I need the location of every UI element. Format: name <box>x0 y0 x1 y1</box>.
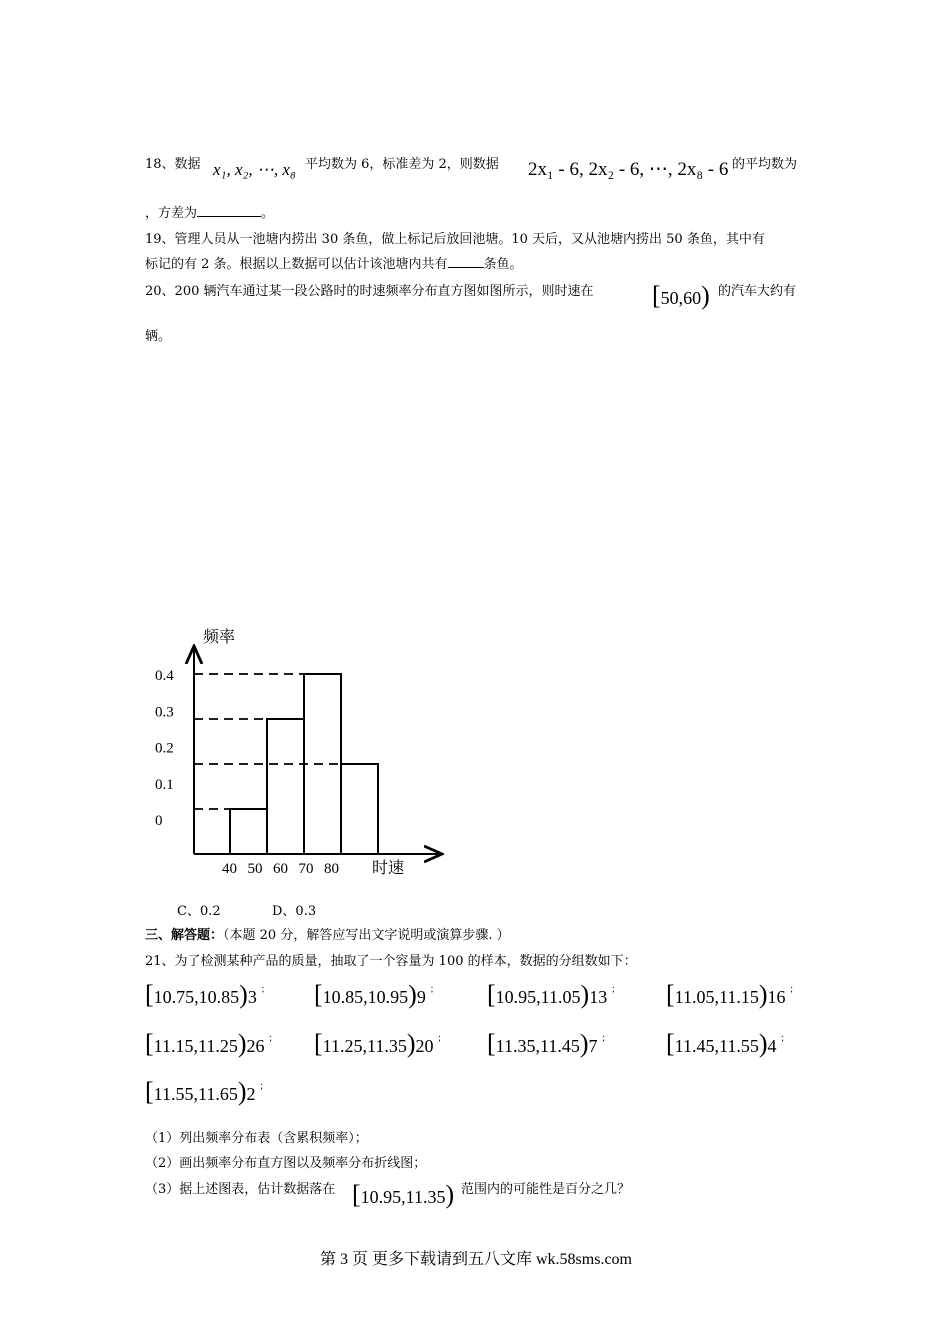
group-count: 3 <box>247 987 257 1007</box>
q21-part3-text: （3）据上述图表，估计数据落在 <box>145 1182 336 1197</box>
section3-note: （本题 20 分，解答应写出文字说明或演算步骤. ） <box>223 928 510 943</box>
group-bracket-open: [ <box>314 980 323 1009</box>
frequency-histogram <box>140 620 460 890</box>
q18-suffix: 的平均数为 <box>732 157 798 172</box>
group-interval: 11.05,11.15 <box>674 987 759 1007</box>
group-interval: 10.85,10.95 <box>322 987 409 1007</box>
group-interval: 11.25,11.35 <box>322 1036 407 1056</box>
q21-group <box>145 982 270 1008</box>
q21-part3-suffix: 范围内的可能性是百分之几？ <box>461 1182 631 1197</box>
q20-prefix: 20、200 辆汽车通过某一段公路时的时速频率分布直方图如图所示，则时速在 <box>145 284 594 299</box>
group-bracket-close: ) <box>406 1029 416 1058</box>
q19-line2-end: 条鱼。 <box>483 257 523 272</box>
option-c: C、0.2 <box>177 904 221 919</box>
group-interval: 11.55,11.65 <box>153 1084 238 1104</box>
group-separator: ； <box>780 1034 790 1044</box>
group-interval: 11.15,11.25 <box>153 1036 238 1056</box>
y-tick-label: 0.2 <box>155 740 174 757</box>
q21-intro: 21、为了检测某种产品的质量，抽取了一个容量为 100 的样本，数据的分组数如下： <box>145 954 637 969</box>
group-interval: 10.75,10.85 <box>153 987 240 1007</box>
q20-suffix: 的汽车大约有 <box>718 284 797 299</box>
q20-bracket-close: ) <box>701 281 710 310</box>
group-count: 26 <box>246 1036 265 1056</box>
group-count: 2 <box>246 1084 256 1104</box>
q21-part3-interval-text: 10.95,11.35 <box>360 1187 446 1207</box>
q20-bracket-open: [ <box>652 281 661 310</box>
q18-prefix: 18、数据 <box>145 157 201 172</box>
q21-group <box>314 1031 447 1057</box>
x-axis-label: 时速 <box>372 858 405 877</box>
y-tick-label: 0.1 <box>155 776 174 793</box>
q21-part3-bracket-open: [ <box>352 1180 361 1209</box>
group-bracket-close: ) <box>579 1029 589 1058</box>
q21-group <box>145 1031 278 1057</box>
group-interval: 11.45,11.55 <box>674 1036 759 1056</box>
page-footer: 第 3 页 更多下载请到五八文库 wk.58sms.com <box>320 1251 633 1268</box>
q21-group <box>487 1031 611 1057</box>
q18-line2-text: ，方差为 <box>145 206 198 221</box>
group-bracket-open: [ <box>314 1029 323 1058</box>
q19-answer-blank[interactable] <box>448 255 484 268</box>
group-separator: ； <box>437 1034 447 1044</box>
x-tick-label: 80 <box>324 861 339 877</box>
group-bracket-open: [ <box>145 1077 154 1106</box>
group-interval: 11.35,11.45 <box>495 1036 580 1056</box>
y-tick-label: 0 <box>155 813 163 829</box>
q21-group <box>314 982 439 1008</box>
x-tick-label: 60 <box>273 861 288 877</box>
group-bracket-open: [ <box>666 1029 675 1058</box>
q21-part3-bracket-close: ) <box>445 1180 455 1209</box>
x-tick-label: 40 <box>222 861 237 877</box>
group-separator: ； <box>260 985 270 995</box>
q18-vars: x₁, x₂, ⋯, x₈ <box>213 160 296 179</box>
q18-middle: 平均数为 6，标准差为 2，则数据 <box>305 157 499 172</box>
group-bracket-open: [ <box>145 1029 154 1058</box>
histogram-bar <box>230 809 267 854</box>
group-bracket-open: [ <box>666 980 675 1009</box>
group-separator: ； <box>611 985 621 995</box>
group-separator: ； <box>259 1082 269 1092</box>
q19-line2-text: 标记的有 2 条。根据以上数据可以估计该池塘内共有 <box>145 257 448 272</box>
q21-group <box>666 1031 790 1057</box>
q20-line2: 辆。 <box>145 329 172 344</box>
group-bracket-close: ) <box>239 980 248 1009</box>
histogram-bar <box>341 764 378 854</box>
q19-line1: 19、管理人员从一池塘内捞出 30 条鱼，做上标记后放回池塘。10 天后，又从池塘内捞出 50 条鱼，其中有 <box>145 232 765 247</box>
group-count: 16 <box>767 987 786 1007</box>
x-tick-label: 70 <box>298 861 314 877</box>
group-bracket-close: ) <box>580 980 590 1009</box>
section3-title: 三、解答题： <box>145 928 224 943</box>
group-bracket-open: [ <box>487 980 496 1009</box>
q19-line2 <box>145 253 523 272</box>
q18-answer-blank[interactable] <box>197 204 261 217</box>
group-separator: ； <box>789 985 799 995</box>
group-count: 20 <box>415 1036 434 1056</box>
group-count: 13 <box>589 987 608 1007</box>
group-bracket-close: ) <box>237 1029 247 1058</box>
q21-group <box>145 1079 269 1105</box>
group-bracket-close: ) <box>758 980 768 1009</box>
group-interval: 10.95,11.05 <box>495 987 581 1007</box>
group-count: 4 <box>767 1036 777 1056</box>
q18-line2 <box>145 202 274 221</box>
q20-interval-text: 50,60 <box>660 288 702 308</box>
q20-interval <box>652 283 710 309</box>
y-tick-label: 0.3 <box>155 704 174 721</box>
q21-part1: （1）列出频率分布表（含累积频率）； <box>145 1131 368 1146</box>
option-d: D、0.3 <box>272 904 317 919</box>
q18-expr: 2x₁ - 6, 2x₂ - 6, ⋯, 2x₈ - 6 <box>528 159 729 180</box>
q18-line2-end: 。 <box>261 206 275 221</box>
histogram-bar <box>267 719 304 854</box>
q21-group <box>487 982 620 1008</box>
x-tick-label: 50 <box>247 861 263 877</box>
group-count: 7 <box>588 1036 598 1056</box>
section3-heading <box>145 924 510 943</box>
group-count: 9 <box>416 987 426 1007</box>
group-bracket-close: ) <box>758 1029 768 1058</box>
group-bracket-open: [ <box>145 980 154 1009</box>
q21-group <box>666 982 799 1008</box>
y-axis-label: 频率 <box>203 627 236 646</box>
y-tick-label: 0.4 <box>155 668 174 684</box>
group-bracket-open: [ <box>487 1029 496 1058</box>
group-separator: ； <box>268 1034 278 1044</box>
group-separator: ； <box>429 985 439 995</box>
group-bracket-close: ) <box>408 980 417 1009</box>
q21-part3-interval <box>352 1182 454 1208</box>
q21-part2: （2）画出频率分布直方图以及频率分布折线图； <box>145 1156 427 1171</box>
group-separator: ； <box>601 1034 611 1044</box>
group-bracket-close: ) <box>237 1077 247 1106</box>
